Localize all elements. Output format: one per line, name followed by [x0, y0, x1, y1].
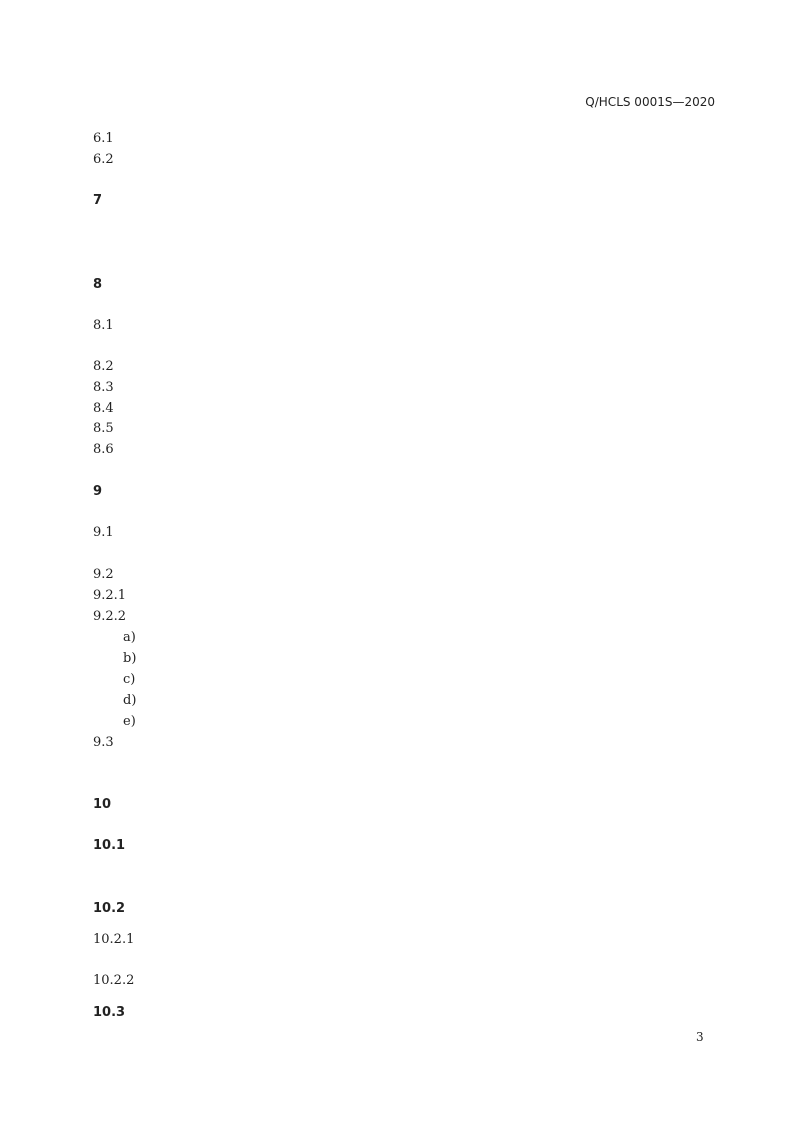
section-9-heading: [93, 482, 715, 502]
section-number: 10.1: [93, 838, 126, 853]
section-number: 10: [93, 797, 112, 812]
list-item: [123, 649, 715, 669]
list-item: [123, 691, 715, 711]
clause-9-2: [93, 565, 715, 585]
clause-number: 9.1: [93, 525, 114, 540]
list-item: [123, 670, 715, 690]
section-number: 9: [93, 484, 103, 499]
clause-8-1: [93, 316, 715, 336]
clause-8-3: [93, 378, 715, 398]
clause-number: 8.6: [93, 442, 114, 457]
clause-8-4: [93, 399, 715, 419]
clause-number: 10.2.2: [93, 973, 135, 988]
clause-number: 9.3: [93, 735, 114, 750]
clause-10-2-1: [93, 930, 715, 950]
section-8-heading: [93, 275, 715, 295]
section-10-heading: [93, 795, 715, 815]
clause-9-2-1: [93, 586, 715, 606]
clause-number: 10.2.1: [93, 932, 135, 947]
clause-number: 8.3: [93, 380, 114, 395]
clause-number: 8.1: [93, 318, 114, 333]
clause-9-1: [93, 523, 715, 543]
list-item-label: a): [123, 630, 136, 645]
clause-number: 9.2.2: [93, 609, 127, 624]
section-10-2-heading: [93, 899, 715, 919]
clause-number: 9.2: [93, 567, 114, 582]
list-item-label: b): [123, 651, 137, 666]
clause-8-5: [93, 419, 715, 439]
clause-number: 8.2: [93, 359, 114, 374]
list-item-label: c): [123, 672, 136, 687]
clause-8-2: [93, 357, 715, 377]
list-item-label: e): [123, 714, 136, 729]
clause-number: 9.2.1: [93, 588, 127, 603]
clause-number: 8.4: [93, 401, 114, 416]
clause-number: 6.1: [93, 131, 114, 146]
section-10-1-heading: [93, 836, 715, 856]
clause-number: 6.2: [93, 152, 114, 167]
list-item-label: d): [123, 693, 137, 708]
section-number: 8: [93, 277, 103, 292]
list-item: [123, 628, 715, 648]
clause-9-3: [93, 733, 715, 753]
list-item: [123, 712, 715, 732]
clause-9-2-2: [93, 607, 715, 627]
clause-6-1: [93, 129, 715, 149]
clause-number: 8.5: [93, 421, 114, 436]
section-number: 10.3: [93, 1005, 126, 1020]
section-number: 10.2: [93, 901, 126, 916]
page-number: 3: [696, 1030, 704, 1044]
standard-code: Q/HCLS 0001S—2020: [585, 95, 715, 109]
clause-6-2: [93, 150, 715, 170]
section-number: 7: [93, 193, 103, 208]
clause-10-2-2: [93, 971, 715, 991]
section-10-3-heading: [93, 1003, 715, 1023]
clause-8-6: [93, 440, 715, 460]
section-7-heading: [93, 191, 715, 211]
